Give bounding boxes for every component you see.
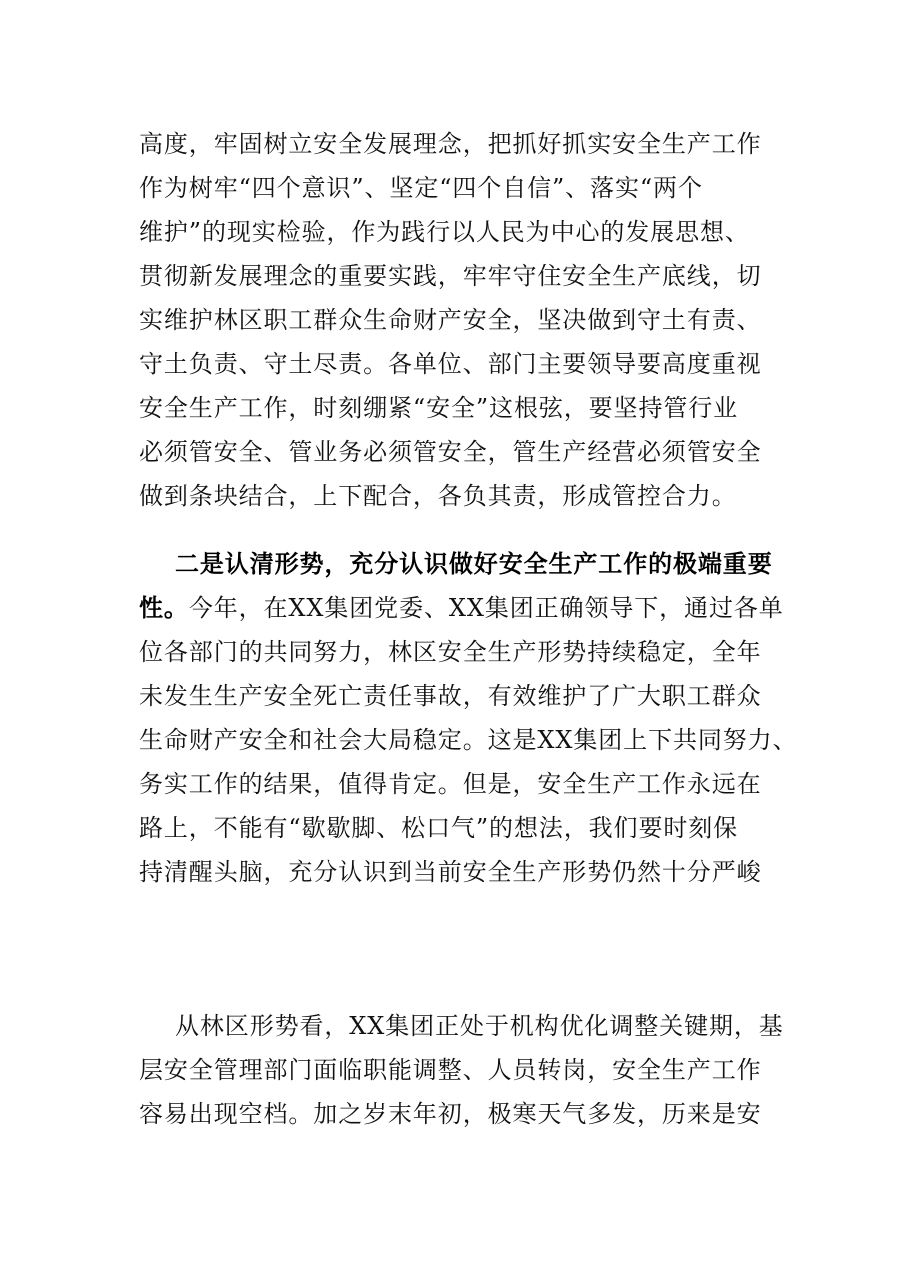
paragraph-1-line-2: 作为树牢“四个意识”、坚定“四个自信”、落实“两个 <box>139 174 703 202</box>
paragraph-1-line-6: 守土负责、守土尽责。各单位、部门主要领导要高度重视 <box>139 350 762 378</box>
paragraph-3-line-3: 容易出现空档。加之岁末年初，极寒天气多发，历来是安 <box>139 1100 762 1128</box>
paragraph-2-line-2 <box>139 586 784 630</box>
paragraph-2-line-3: 位各部门的共同努力，林区安全生产形势持续稳定，全年 <box>139 638 762 666</box>
paragraph-1-line-5: 实维护林区职工群众生命财产安全，坚决做到守土有责、 <box>139 306 762 334</box>
paragraph-2-line-4: 未发生生产安全死亡责任事故，有效维护了广大职工群众 <box>139 682 762 710</box>
paragraph-3-line-1: 从林区形势看，XX集团正处于机构优化调整关键期，基 <box>175 1012 784 1040</box>
paragraph-2-line-2-text: 今年，在XX集团党委、XX集团正确领导下，通过各单 <box>188 594 784 622</box>
paragraph-2-line-7: 路上，不能有“歇歇脚、松口气”的想法，我们要时刻保 <box>139 814 739 842</box>
paragraph-2-line-5: 生命财产安全和社会大局稳定。这是XX集团上下共同努力、 <box>139 726 798 754</box>
paragraph-1-line-1: 高度，牢固树立安全发展理念，把抓好抓实安全生产工作 <box>139 130 762 158</box>
paragraph-2-line-6: 务实工作的结果，值得肯定。但是，安全生产工作永远在 <box>139 770 762 798</box>
paragraph-2-line-8: 持清醒头脑，充分认识到当前安全生产形势仍然十分严峻 <box>139 858 762 886</box>
paragraph-1-line-4: 贯彻新发展理念的重要实践，牢牢守住安全生产底线，切 <box>139 262 762 290</box>
paragraph-2-heading-line-1: 二是认清形势，充分认识做好安全生产工作的极端重要 <box>175 549 773 578</box>
paragraph-1-line-8: 必须管安全、管业务必须管安全，管生产经营必须管安全 <box>139 438 762 466</box>
paragraph-1-line-7: 安全生产工作，时刻绷紧“安全”这根弦，要坚持管行业 <box>139 394 739 422</box>
paragraph-1-line-3: 维护”的现实检验，作为践行以人民为中心的发展思想、 <box>139 218 750 246</box>
paragraph-2-heading-end: 性。 <box>139 593 189 622</box>
paragraph-3-line-2: 层安全管理部门面临职能调整、人员转岗，安全生产工作 <box>139 1056 762 1084</box>
paragraph-1-line-9: 做到条块结合，上下配合，各负其责，形成管控合力。 <box>139 482 737 510</box>
